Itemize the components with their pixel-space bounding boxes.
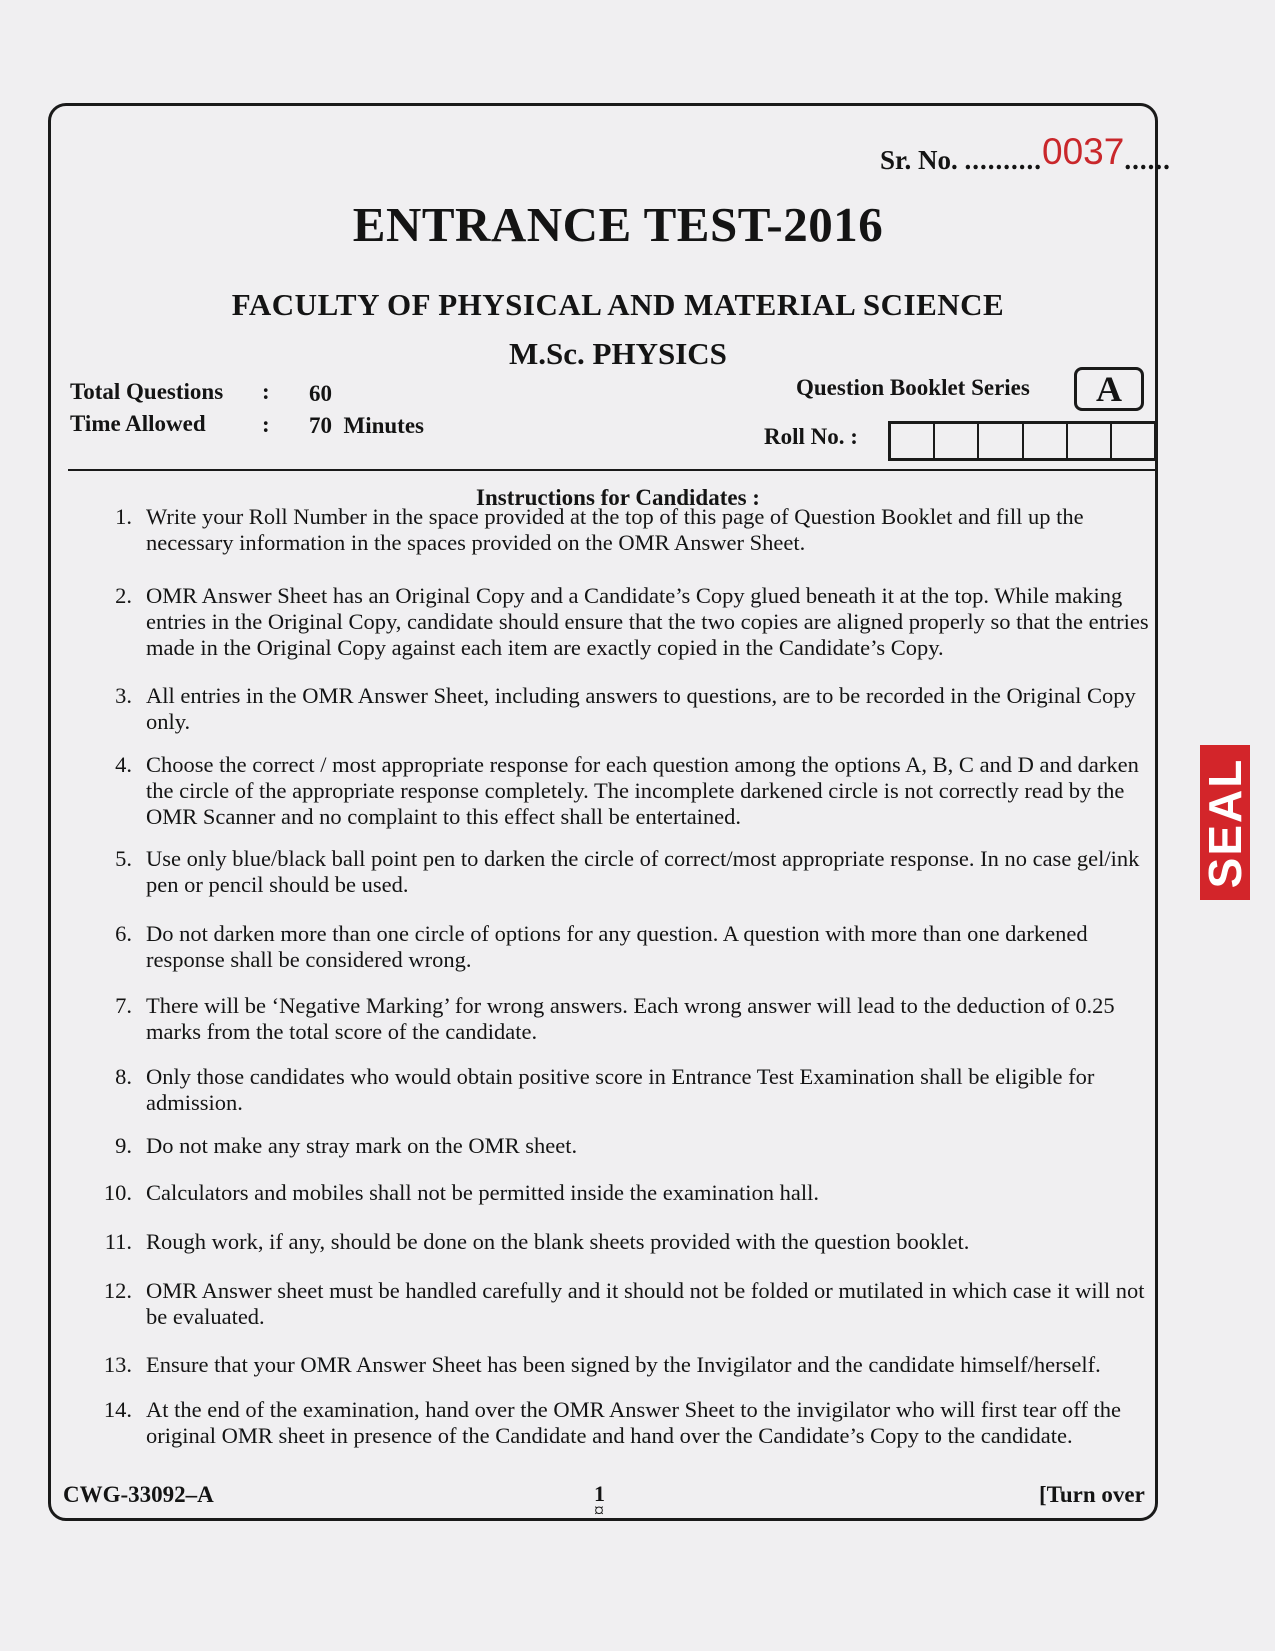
instruction-text: OMR Answer Sheet has an Original Copy and a Candidate’s Copy glued beneath it at the top. While making entries in the Original Copy, candidate should ensure that the two copies are aligned properly so that the entries made in the Original Copy against each item are exactly copied in the Candidate’s Copy. [146,583,1149,660]
colon: : [262,379,270,404]
instruction-item [96,1352,1156,1378]
instruction-number: 6. [115,921,132,946]
instruction-item [96,846,1156,898]
serial-label: Sr. No. [880,145,958,175]
serial-dots-trail: ...... [1124,145,1171,175]
instruction-number: 13. [103,1352,132,1377]
seal-text: SEAL [1199,757,1251,888]
booklet-code: CWG-33092–A [63,1482,214,1507]
colon: : [262,412,270,437]
instruction-number: 9. [115,1133,132,1158]
total-questions-value: 60 [309,381,332,406]
instruction-text: Do not darken more than one circle of options for any question. A question with more than one darkened response shall be considered wrong. [146,921,1088,972]
instruction-item [96,583,1156,661]
faculty-heading: FACULTY OF PHYSICAL AND MATERIAL SCIENCE [231,287,1005,322]
instruction-number: 1. [115,504,132,529]
roll-digit-box[interactable] [977,424,1021,458]
instruction-text: There will be ‘Negative Marking’ for wrong answers. Each wrong answer will lead to the deduction of 0.25 marks from the total score of the candidate. [146,993,1115,1044]
seal-sticker [1200,745,1250,900]
series-box: A [1074,367,1144,411]
roll-digit-box[interactable] [1022,424,1066,458]
roll-digit-box[interactable] [933,424,977,458]
instruction-number: 5. [115,846,132,871]
instruction-text: Calculators and mobiles shall not be permitted inside the examination hall. [146,1180,819,1205]
roll-digit-box[interactable] [1066,424,1110,458]
instruction-text: Write your Roll Number in the space provided at the top of this page of Question Booklet and fill up the necessary information in the spaces provided on the OMR Answer Sheet. [146,504,1084,555]
time-allowed-value: 70 Minutes [309,413,424,438]
instruction-item [96,1133,1156,1159]
roll-number-label: Roll No. : [764,424,858,449]
roll-digit-box[interactable] [1110,424,1154,458]
instruction-item [96,504,1156,556]
instruction-text: Rough work, if any, should be done on the blank sheets provided with the question booklet. [146,1229,970,1254]
instruction-text: At the end of the examination, hand over the OMR Answer Sheet to the invigilator who will first tear off the original OMR sheet in presence of the Candidate and hand over the Candidate’s Copy to the candidate. [146,1397,1121,1448]
roll-number-boxes[interactable] [888,421,1157,461]
course-heading: M.Sc. PHYSICS [509,336,727,371]
instruction-item [96,921,1156,973]
instruction-item [96,1064,1156,1116]
instruction-number: 14. [103,1397,132,1422]
page-number: 1 [594,1481,605,1506]
serial-dots: .......... [964,145,1043,175]
instruction-number: 12. [103,1278,132,1303]
instruction-number: 11. [104,1229,132,1254]
instruction-item [96,1229,1156,1255]
instruction-text: All entries in the OMR Answer Sheet, including answers to questions, are to be recorded in the Original Copy only. [146,683,1136,734]
instruction-item [96,683,1156,735]
instruction-number: 2. [115,583,132,608]
instruction-number: 3. [115,683,132,708]
footer-symbol: ¤ [594,1500,604,1522]
instructions-heading: Instructions for Candidates : [476,485,760,510]
instruction-text: Only those candidates who would obtain positive score in Entrance Test Examination shall be eligible for admission. [146,1064,1095,1115]
turn-over-label: [Turn over [1039,1482,1145,1507]
instruction-item [96,1180,1156,1206]
instruction-text: Do not make any stray mark on the OMR sheet. [146,1133,578,1158]
instruction-item [96,993,1156,1045]
roll-digit-box[interactable] [891,424,933,458]
instruction-text: Ensure that your OMR Answer Sheet has been signed by the Invigilator and the candidate himself/herself. [146,1352,1101,1377]
serial-value: 0037 [1042,131,1125,172]
instruction-text: Use only blue/black ball point pen to darken the circle of correct/most appropriate response. In no case gel/ink pen or pencil should be used. [146,846,1140,897]
instruction-text: OMR Answer sheet must be handled carefully and it should not be folded or mutilated in which case it will not be evaluated. [146,1278,1145,1329]
instruction-item [96,1278,1156,1330]
instruction-number: 8. [115,1064,132,1089]
serial-number [880,131,1171,178]
instruction-number: 4. [115,752,132,777]
series-label: Question Booklet Series [796,375,1030,400]
time-allowed-label: Time Allowed [70,411,206,436]
instruction-number: 10. [103,1180,132,1205]
instruction-item [96,1397,1156,1449]
divider [68,469,1158,471]
instruction-item [96,752,1156,830]
instruction-text: Choose the correct / most appropriate response for each question among the options A, B, C and D and darken the circle of the appropriate response completely. The incomplete darkened circle is not correctly read by the OMR Scanner and no complaint to this effect shall be entertained. [146,752,1139,829]
instruction-number: 7. [115,993,132,1018]
total-questions-label: Total Questions [70,379,224,404]
page-title: ENTRANCE TEST-2016 [352,197,884,252]
